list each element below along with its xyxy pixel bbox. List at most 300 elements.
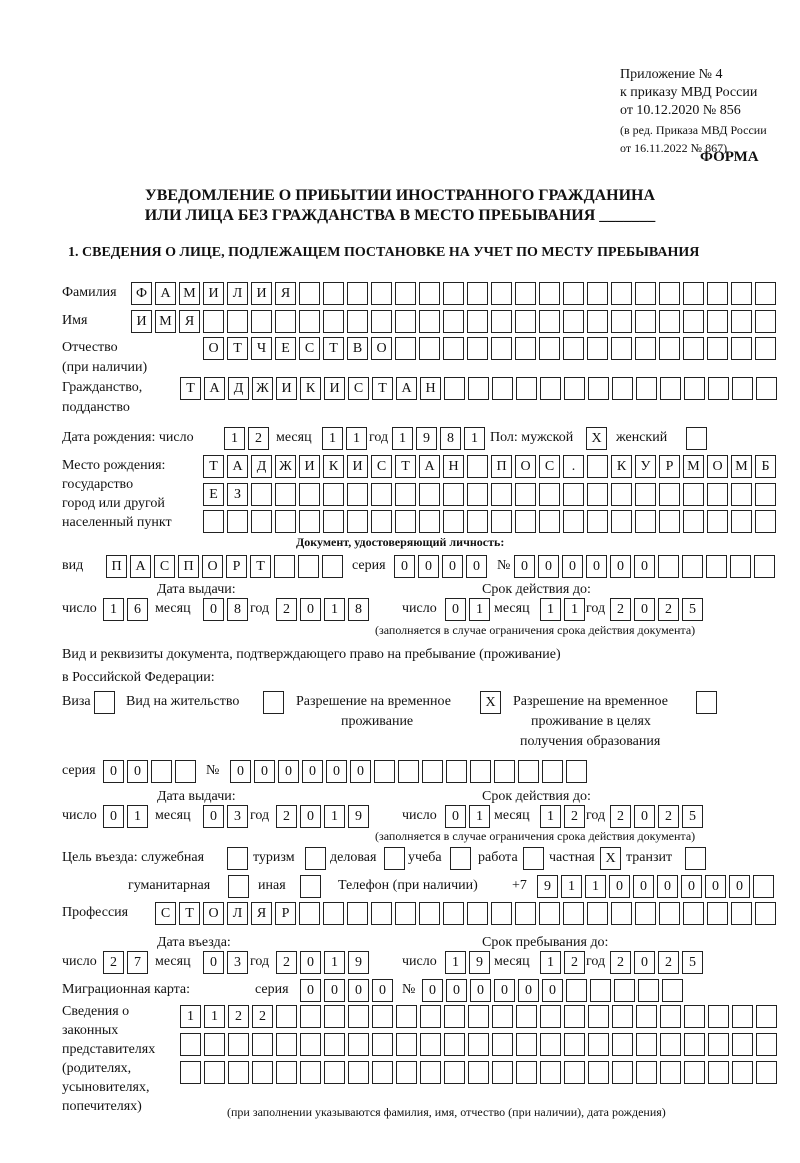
char-cell[interactable]	[468, 1005, 489, 1028]
char-cell[interactable]	[443, 282, 464, 305]
char-cell[interactable]	[516, 1005, 537, 1028]
char-cell[interactable]: 2	[248, 427, 269, 450]
char-cell[interactable]	[755, 483, 776, 506]
char-cell[interactable]: 0	[633, 875, 654, 898]
char-cell[interactable]	[491, 282, 512, 305]
char-cell[interactable]	[732, 1061, 753, 1084]
char-cell[interactable]: 2	[610, 951, 631, 974]
char-cell[interactable]	[443, 510, 464, 533]
char-cell[interactable]	[276, 1005, 297, 1028]
char-cell[interactable]: П	[491, 455, 512, 478]
char-cell[interactable]: X	[586, 427, 607, 450]
char-cell[interactable]	[540, 1005, 561, 1028]
char-cell[interactable]: 0	[203, 951, 224, 974]
char-cell[interactable]: 0	[446, 979, 467, 1002]
char-cell[interactable]	[659, 902, 680, 925]
char-cell[interactable]: 1	[469, 598, 490, 621]
char-cell[interactable]: 0	[422, 979, 443, 1002]
char-cell[interactable]: 1	[564, 598, 585, 621]
char-cell[interactable]: 9	[416, 427, 437, 450]
char-cell[interactable]: 1	[324, 598, 345, 621]
char-cell[interactable]	[518, 760, 539, 783]
char-cell[interactable]: И	[299, 455, 320, 478]
char-cell[interactable]: 8	[348, 598, 369, 621]
char-cell[interactable]	[204, 1033, 225, 1056]
char-cell[interactable]	[515, 510, 536, 533]
char-cell[interactable]: И	[324, 377, 345, 400]
char-cell[interactable]: 9	[348, 951, 369, 974]
char-cell[interactable]	[611, 902, 632, 925]
char-cell[interactable]: А	[227, 455, 248, 478]
char-cell[interactable]	[420, 1061, 441, 1084]
char-cell[interactable]	[540, 377, 561, 400]
char-cell[interactable]	[707, 510, 728, 533]
char-cell[interactable]: 2	[276, 951, 297, 974]
char-cell[interactable]	[516, 1061, 537, 1084]
char-cell[interactable]	[539, 510, 560, 533]
char-cell[interactable]	[275, 510, 296, 533]
char-cell[interactable]: 0	[445, 805, 466, 828]
char-cell[interactable]	[515, 483, 536, 506]
char-cell[interactable]: 0	[230, 760, 251, 783]
char-cell[interactable]	[491, 310, 512, 333]
char-cell[interactable]	[612, 1033, 633, 1056]
char-cell[interactable]	[274, 555, 295, 578]
char-cell[interactable]: Т	[395, 455, 416, 478]
char-cell[interactable]	[731, 510, 752, 533]
char-cell[interactable]	[203, 310, 224, 333]
char-cell[interactable]: 0	[127, 760, 148, 783]
char-cell[interactable]: Я	[275, 282, 296, 305]
char-cell[interactable]	[564, 377, 585, 400]
char-cell[interactable]: 2	[610, 598, 631, 621]
char-cell[interactable]: 0	[610, 555, 631, 578]
char-cell[interactable]: 0	[350, 760, 371, 783]
char-cell[interactable]: 0	[634, 805, 655, 828]
char-cell[interactable]: 0	[542, 979, 563, 1002]
char-cell[interactable]: 0	[729, 875, 750, 898]
char-cell[interactable]: Л	[227, 902, 248, 925]
char-cell[interactable]	[683, 282, 704, 305]
char-cell[interactable]: Р	[226, 555, 247, 578]
char-cell[interactable]: Т	[250, 555, 271, 578]
char-cell[interactable]	[492, 1061, 513, 1084]
char-cell[interactable]	[467, 902, 488, 925]
char-cell[interactable]	[467, 337, 488, 360]
char-cell[interactable]	[374, 760, 395, 783]
char-cell[interactable]: 1	[324, 951, 345, 974]
char-cell[interactable]: X	[600, 847, 621, 870]
char-cell[interactable]	[638, 979, 659, 1002]
char-cell[interactable]: И	[347, 455, 368, 478]
char-cell[interactable]: 0	[470, 979, 491, 1002]
char-cell[interactable]: А	[204, 377, 225, 400]
char-cell[interactable]	[494, 760, 515, 783]
char-cell[interactable]: 1	[103, 598, 124, 621]
char-cell[interactable]	[228, 875, 249, 898]
char-cell[interactable]: Л	[227, 282, 248, 305]
char-cell[interactable]: 1	[392, 427, 413, 450]
char-cell[interactable]	[324, 1033, 345, 1056]
char-cell[interactable]: 1	[540, 951, 561, 974]
char-cell[interactable]: 0	[103, 760, 124, 783]
char-cell[interactable]	[468, 377, 489, 400]
char-cell[interactable]	[324, 1061, 345, 1084]
char-cell[interactable]	[372, 1005, 393, 1028]
char-cell[interactable]: 0	[634, 951, 655, 974]
char-cell[interactable]: Я	[179, 310, 200, 333]
char-cell[interactable]	[299, 902, 320, 925]
char-cell[interactable]	[227, 510, 248, 533]
char-cell[interactable]	[348, 1061, 369, 1084]
char-cell[interactable]	[564, 1005, 585, 1028]
char-cell[interactable]: 0	[203, 598, 224, 621]
char-cell[interactable]	[450, 847, 471, 870]
char-cell[interactable]	[227, 847, 248, 870]
char-cell[interactable]	[323, 483, 344, 506]
char-cell[interactable]	[587, 455, 608, 478]
char-cell[interactable]	[305, 847, 326, 870]
char-cell[interactable]	[395, 483, 416, 506]
char-cell[interactable]	[590, 979, 611, 1002]
char-cell[interactable]	[587, 337, 608, 360]
char-cell[interactable]	[396, 1061, 417, 1084]
char-cell[interactable]	[755, 902, 776, 925]
char-cell[interactable]: 2	[564, 951, 585, 974]
char-cell[interactable]	[251, 310, 272, 333]
char-cell[interactable]	[612, 377, 633, 400]
char-cell[interactable]	[683, 510, 704, 533]
char-cell[interactable]	[686, 427, 707, 450]
char-cell[interactable]: С	[348, 377, 369, 400]
char-cell[interactable]	[492, 1005, 513, 1028]
char-cell[interactable]: 1	[469, 805, 490, 828]
char-cell[interactable]: 0	[348, 979, 369, 1002]
char-cell[interactable]	[347, 902, 368, 925]
char-cell[interactable]	[468, 1061, 489, 1084]
char-cell[interactable]: 0	[302, 760, 323, 783]
char-cell[interactable]: 0	[681, 875, 702, 898]
char-cell[interactable]: Е	[275, 337, 296, 360]
char-cell[interactable]	[684, 1061, 705, 1084]
char-cell[interactable]	[151, 760, 172, 783]
char-cell[interactable]	[323, 510, 344, 533]
char-cell[interactable]: 0	[254, 760, 275, 783]
char-cell[interactable]	[612, 1061, 633, 1084]
char-cell[interactable]	[587, 483, 608, 506]
char-cell[interactable]	[707, 282, 728, 305]
char-cell[interactable]: 3	[227, 805, 248, 828]
char-cell[interactable]: В	[347, 337, 368, 360]
char-cell[interactable]	[611, 310, 632, 333]
char-cell[interactable]: 0	[705, 875, 726, 898]
char-cell[interactable]	[444, 1061, 465, 1084]
char-cell[interactable]	[707, 483, 728, 506]
char-cell[interactable]	[588, 1061, 609, 1084]
char-cell[interactable]	[395, 337, 416, 360]
char-cell[interactable]	[347, 282, 368, 305]
char-cell[interactable]	[516, 377, 537, 400]
char-cell[interactable]	[419, 337, 440, 360]
char-cell[interactable]	[371, 510, 392, 533]
char-cell[interactable]: Ч	[251, 337, 272, 360]
char-cell[interactable]	[323, 902, 344, 925]
char-cell[interactable]: Т	[372, 377, 393, 400]
char-cell[interactable]	[540, 1033, 561, 1056]
char-cell[interactable]: П	[106, 555, 127, 578]
char-cell[interactable]	[467, 455, 488, 478]
char-cell[interactable]: 0	[300, 979, 321, 1002]
char-cell[interactable]: 1	[346, 427, 367, 450]
char-cell[interactable]	[731, 902, 752, 925]
char-cell[interactable]: 8	[227, 598, 248, 621]
char-cell[interactable]	[684, 1033, 705, 1056]
char-cell[interactable]: 0	[418, 555, 439, 578]
char-cell[interactable]	[395, 902, 416, 925]
char-cell[interactable]	[587, 902, 608, 925]
char-cell[interactable]: 1	[464, 427, 485, 450]
char-cell[interactable]	[348, 1005, 369, 1028]
char-cell[interactable]	[347, 510, 368, 533]
char-cell[interactable]	[180, 1061, 201, 1084]
char-cell[interactable]	[660, 1005, 681, 1028]
char-cell[interactable]	[491, 337, 512, 360]
char-cell[interactable]: Т	[180, 377, 201, 400]
char-cell[interactable]: 0	[278, 760, 299, 783]
char-cell[interactable]: О	[515, 455, 536, 478]
char-cell[interactable]	[696, 691, 717, 714]
char-cell[interactable]: С	[155, 902, 176, 925]
char-cell[interactable]	[539, 483, 560, 506]
char-cell[interactable]: Ф	[131, 282, 152, 305]
char-cell[interactable]	[755, 337, 776, 360]
char-cell[interactable]	[175, 760, 196, 783]
char-cell[interactable]	[371, 483, 392, 506]
char-cell[interactable]	[300, 1005, 321, 1028]
char-cell[interactable]	[659, 483, 680, 506]
char-cell[interactable]: 1	[540, 805, 561, 828]
char-cell[interactable]	[636, 1005, 657, 1028]
char-cell[interactable]	[732, 1005, 753, 1028]
char-cell[interactable]	[275, 483, 296, 506]
char-cell[interactable]	[635, 483, 656, 506]
char-cell[interactable]	[732, 1033, 753, 1056]
char-cell[interactable]	[587, 310, 608, 333]
char-cell[interactable]: М	[731, 455, 752, 478]
char-cell[interactable]	[276, 1033, 297, 1056]
char-cell[interactable]	[539, 282, 560, 305]
char-cell[interactable]	[563, 310, 584, 333]
char-cell[interactable]: 2	[252, 1005, 273, 1028]
char-cell[interactable]	[756, 377, 777, 400]
char-cell[interactable]: С	[371, 455, 392, 478]
char-cell[interactable]	[685, 847, 706, 870]
char-cell[interactable]	[542, 760, 563, 783]
char-cell[interactable]	[659, 310, 680, 333]
char-cell[interactable]: З	[227, 483, 248, 506]
char-cell[interactable]: 0	[518, 979, 539, 1002]
char-cell[interactable]	[299, 510, 320, 533]
char-cell[interactable]	[611, 282, 632, 305]
char-cell[interactable]: О	[203, 337, 224, 360]
char-cell[interactable]: 0	[300, 951, 321, 974]
char-cell[interactable]: 0	[324, 979, 345, 1002]
char-cell[interactable]: 2	[658, 598, 679, 621]
char-cell[interactable]: А	[419, 455, 440, 478]
char-cell[interactable]: М	[155, 310, 176, 333]
char-cell[interactable]	[443, 337, 464, 360]
char-cell[interactable]	[707, 310, 728, 333]
char-cell[interactable]	[396, 1033, 417, 1056]
char-cell[interactable]	[203, 510, 224, 533]
char-cell[interactable]	[228, 1033, 249, 1056]
char-cell[interactable]	[251, 510, 272, 533]
char-cell[interactable]: 0	[445, 598, 466, 621]
char-cell[interactable]	[492, 377, 513, 400]
char-cell[interactable]: 0	[466, 555, 487, 578]
char-cell[interactable]: 1	[204, 1005, 225, 1028]
char-cell[interactable]	[491, 483, 512, 506]
char-cell[interactable]	[756, 1005, 777, 1028]
char-cell[interactable]	[708, 1061, 729, 1084]
char-cell[interactable]	[708, 1005, 729, 1028]
char-cell[interactable]: 2	[228, 1005, 249, 1028]
char-cell[interactable]: Н	[420, 377, 441, 400]
char-cell[interactable]: Б	[755, 455, 776, 478]
char-cell[interactable]	[635, 310, 656, 333]
char-cell[interactable]	[708, 377, 729, 400]
char-cell[interactable]	[707, 337, 728, 360]
char-cell[interactable]	[635, 337, 656, 360]
char-cell[interactable]	[420, 1005, 441, 1028]
char-cell[interactable]	[419, 282, 440, 305]
char-cell[interactable]: 1	[561, 875, 582, 898]
char-cell[interactable]: .	[563, 455, 584, 478]
char-cell[interactable]	[444, 1005, 465, 1028]
char-cell[interactable]: 9	[348, 805, 369, 828]
char-cell[interactable]	[372, 1061, 393, 1084]
char-cell[interactable]	[611, 483, 632, 506]
char-cell[interactable]: 9	[537, 875, 558, 898]
char-cell[interactable]: Т	[179, 902, 200, 925]
char-cell[interactable]	[298, 555, 319, 578]
char-cell[interactable]	[754, 555, 775, 578]
char-cell[interactable]	[348, 1033, 369, 1056]
char-cell[interactable]	[587, 282, 608, 305]
char-cell[interactable]: 1	[540, 598, 561, 621]
char-cell[interactable]: О	[202, 555, 223, 578]
char-cell[interactable]	[492, 1033, 513, 1056]
char-cell[interactable]: 2	[658, 951, 679, 974]
char-cell[interactable]: 0	[103, 805, 124, 828]
char-cell[interactable]: О	[371, 337, 392, 360]
char-cell[interactable]	[299, 282, 320, 305]
char-cell[interactable]	[443, 902, 464, 925]
char-cell[interactable]	[323, 282, 344, 305]
char-cell[interactable]	[755, 510, 776, 533]
char-cell[interactable]: А	[155, 282, 176, 305]
char-cell[interactable]	[372, 1033, 393, 1056]
char-cell[interactable]	[755, 282, 776, 305]
char-cell[interactable]: Т	[203, 455, 224, 478]
char-cell[interactable]	[180, 1033, 201, 1056]
char-cell[interactable]: М	[179, 282, 200, 305]
char-cell[interactable]	[384, 847, 405, 870]
char-cell[interactable]	[419, 483, 440, 506]
char-cell[interactable]	[276, 1061, 297, 1084]
char-cell[interactable]: О	[203, 902, 224, 925]
char-cell[interactable]: К	[300, 377, 321, 400]
char-cell[interactable]	[662, 979, 683, 1002]
char-cell[interactable]: И	[276, 377, 297, 400]
char-cell[interactable]	[636, 1033, 657, 1056]
char-cell[interactable]	[516, 1033, 537, 1056]
char-cell[interactable]: Д	[251, 455, 272, 478]
char-cell[interactable]: И	[131, 310, 152, 333]
char-cell[interactable]	[636, 377, 657, 400]
char-cell[interactable]	[659, 337, 680, 360]
char-cell[interactable]	[539, 337, 560, 360]
char-cell[interactable]: 2	[276, 805, 297, 828]
char-cell[interactable]: А	[396, 377, 417, 400]
char-cell[interactable]	[682, 555, 703, 578]
char-cell[interactable]	[419, 902, 440, 925]
char-cell[interactable]	[612, 1005, 633, 1028]
char-cell[interactable]	[443, 483, 464, 506]
char-cell[interactable]	[299, 483, 320, 506]
char-cell[interactable]: 0	[586, 555, 607, 578]
char-cell[interactable]	[636, 1061, 657, 1084]
char-cell[interactable]	[563, 337, 584, 360]
char-cell[interactable]: 5	[682, 951, 703, 974]
char-cell[interactable]: С	[539, 455, 560, 478]
char-cell[interactable]	[684, 1005, 705, 1028]
char-cell[interactable]: 1	[445, 951, 466, 974]
char-cell[interactable]: У	[635, 455, 656, 478]
char-cell[interactable]: 0	[203, 805, 224, 828]
char-cell[interactable]	[660, 377, 681, 400]
char-cell[interactable]: 0	[442, 555, 463, 578]
char-cell[interactable]: С	[154, 555, 175, 578]
char-cell[interactable]: И	[251, 282, 272, 305]
char-cell[interactable]	[422, 760, 443, 783]
char-cell[interactable]	[300, 875, 321, 898]
char-cell[interactable]	[635, 282, 656, 305]
char-cell[interactable]	[491, 902, 512, 925]
char-cell[interactable]	[563, 902, 584, 925]
char-cell[interactable]: Я	[251, 902, 272, 925]
char-cell[interactable]	[660, 1061, 681, 1084]
char-cell[interactable]: 9	[469, 951, 490, 974]
char-cell[interactable]	[614, 979, 635, 1002]
char-cell[interactable]	[635, 510, 656, 533]
char-cell[interactable]	[299, 310, 320, 333]
char-cell[interactable]	[708, 1033, 729, 1056]
char-cell[interactable]: 1	[180, 1005, 201, 1028]
char-cell[interactable]: К	[611, 455, 632, 478]
char-cell[interactable]	[443, 310, 464, 333]
char-cell[interactable]	[756, 1033, 777, 1056]
char-cell[interactable]: 1	[224, 427, 245, 450]
char-cell[interactable]	[444, 1033, 465, 1056]
char-cell[interactable]	[204, 1061, 225, 1084]
char-cell[interactable]: 0	[657, 875, 678, 898]
char-cell[interactable]: Т	[227, 337, 248, 360]
char-cell[interactable]: Ж	[252, 377, 273, 400]
char-cell[interactable]	[731, 483, 752, 506]
char-cell[interactable]	[323, 310, 344, 333]
char-cell[interactable]	[683, 337, 704, 360]
